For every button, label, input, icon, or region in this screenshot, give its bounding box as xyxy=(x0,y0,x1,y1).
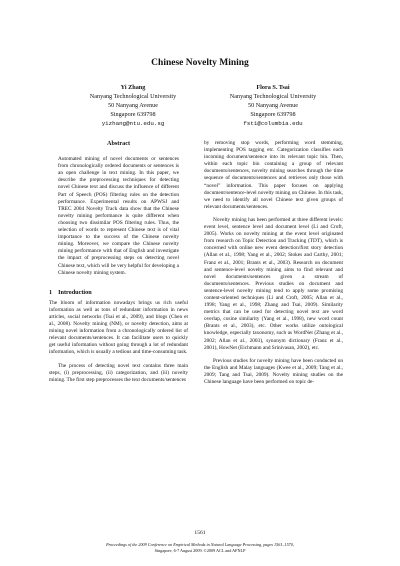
author-address: 50 Nanyang Avenue xyxy=(107,102,159,109)
section-title: Introduction xyxy=(58,288,92,296)
page-number: 1561 xyxy=(194,530,206,536)
author-affiliation: Nanyang Technological University xyxy=(229,93,317,100)
section-heading xyxy=(49,289,188,296)
author-email: fst1@columbia.edu xyxy=(243,120,303,127)
author-block-2 xyxy=(188,83,358,128)
intro-paragraph-2: The process of detecting novel text contains three main steps, (i) preprocessing, (ii) categorization, and (iii) novelty mining. The first step preprocesses the text documents/sentences xyxy=(49,362,188,383)
footer-line-2: Singapore, 6-7 August 2009. ©2009 ACL and AFNLP xyxy=(154,547,246,553)
body-paragraph-1: by removing stop words, performing word stemming, implementing POS tagging etc. Categorization classifies each incoming document/sentence into its relevant topic bin. Then, within each topic bin containing a group of relevant documents/sentences, novelty mining searches through the time sequence of documents/sentences and retrieves only those with “novel” information. This paper focuses on applying document/sentence-level novelty mining on Chinese. In this task, we need to identify all novel Chinese text given groups of relevant documents/sentences. xyxy=(204,140,343,210)
author-city: Singapore 639798 xyxy=(250,111,296,118)
proceedings-footer xyxy=(0,542,400,553)
body-paragraph-3: Previous studies for novelty mining have been conducted on the English and Malay languages (Kwee et al., 2009; Tang et al., 2009; Tang and Tsai, 2009). Novelty mining studies on the Chinese language have been performed on topic de- xyxy=(204,357,343,385)
abstract-heading: Abstract xyxy=(106,140,131,147)
body-paragraph-2: Novelty mining has been performed at three different levels: event level, sentence level and document level (Li and Croft, 2005). Works on novelty mining at the event level originated from research on Topic Detection and Tracking (TDT), which is concerned with online new event detection/first story detection (Allan et al., 1998; Yang et al., 2002; Stokes and Carthy, 2001; Franz et al., 2001; Brants et al., 2003). Research on document and sentence-level novelty mining aims to find relevant and novel documents/sentences given a stream of documents/sentences. Previous studies on document and sentence-level novelty mining tend to apply some promising content-oriented techniques (Li and Croft, 2005; Allan et al., 1998; Yang et al., 1998; Zhang and Tsai, 2009). Similarity metrics that can be used for detecting novel text are word overlap, cosine similarity (Yang et al., 1998), new word count (Brants et al., 2003), etc. Other works utilize ontological knowledge, especially taxonomy, such as WordNet (Zhang et al., 2002; Allan et al., 2003), synonym dictionary (Franz et al., 2001), HowNet (Eichmann and Srinivasan, 2002), etc. xyxy=(204,216,343,351)
left-column xyxy=(49,140,188,384)
author-name: Yi Zhang xyxy=(120,84,146,91)
author-name: Flora S. Tsai xyxy=(256,84,290,91)
author-email: yizhang@ntu.edu.sg xyxy=(101,120,165,127)
author-affiliation: Nanyang Technological University xyxy=(89,93,177,100)
paper-title: Chinese Novelty Mining xyxy=(151,58,249,68)
author-address: 50 Nanyang Avenue xyxy=(247,102,299,109)
author-city: Singapore 639798 xyxy=(110,111,156,118)
footer-line-1: Proceedings of the 2009 Conference on Empirical Methods in Natural Language Processing, pages 1561–1570, xyxy=(106,542,294,547)
intro-paragraph-1: The bloom of information nowadays brings us rich useful information as well as tons of redundant information in news articles, social networks (Tsai et al., 2009), and blogs (Chen et al., 2008). Novelty mining (NM), or novelty detection, aims at mining novel information from a chronologically ordered list of relevant documents/sentences. It can facilitate users to quickly get useful information without going through a lot of redundant information, which is usually a tedious and time-consuming task. xyxy=(49,299,188,356)
right-column xyxy=(204,140,343,386)
section-number: 1 xyxy=(49,288,53,296)
abstract-text: Automated mining of novel documents or sentences from chronologically ordered documents or sentences is an open challenge in text mining. In this paper, we describe the preprocessing techniques for detecting novel Chinese text and discuss the influence of different Part of Speech (POS) filtering rules on the detection performance. Experimental results on APWSJ and TREC 2004 Novelty Track data show that the Chinese novelty mining performance is quite different when choosing two dissimilar POS filtering rules. Thus, the selection of words to represent Chinese text is of vital importance to the success of the Chinese novelty mining. Moreover, we compare the Chinese novelty mining performance with that of English and investigate the impact of preprocessing steps on detecting novel Chinese text, which will be very helpful for developing a Chinese novelty mining system. xyxy=(58,156,179,276)
